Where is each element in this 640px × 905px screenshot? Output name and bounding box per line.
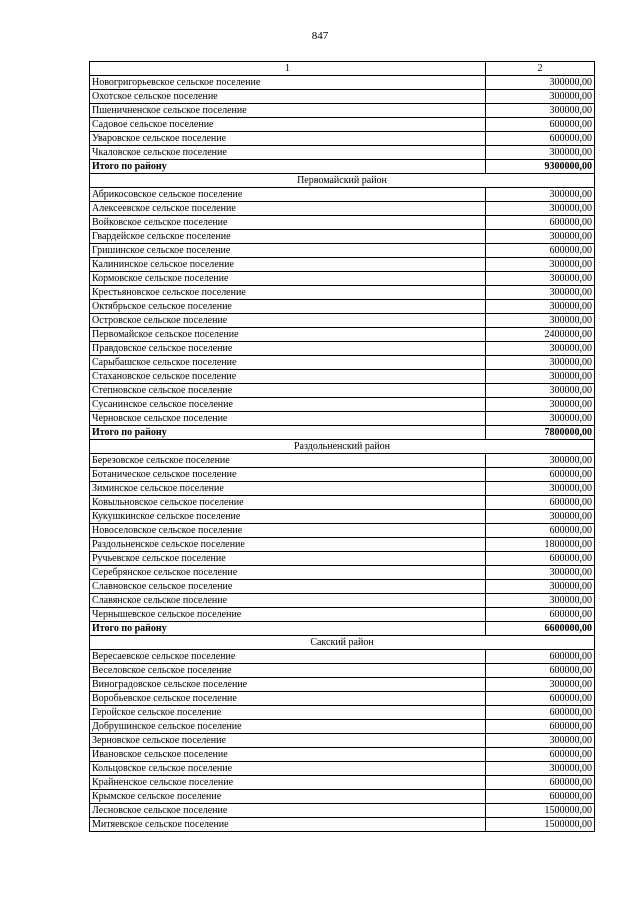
settlement-amount: 300000,00 <box>486 580 595 594</box>
table-row <box>90 286 595 300</box>
table-row <box>90 524 595 538</box>
table-row <box>90 734 595 748</box>
settlement-name: Сусанинское сельское поселение <box>90 398 486 412</box>
settlement-amount: 1500000,00 <box>486 818 595 832</box>
settlement-amount: 300000,00 <box>486 510 595 524</box>
settlement-amount: 300000,00 <box>486 356 595 370</box>
table-row <box>90 594 595 608</box>
table-row <box>90 776 595 790</box>
settlement-amount: 300000,00 <box>486 678 595 692</box>
settlement-amount: 300000,00 <box>486 202 595 216</box>
settlement-name: Кормовское сельское поселение <box>90 272 486 286</box>
table-row <box>90 748 595 762</box>
table-row <box>90 580 595 594</box>
settlement-name: Крымское сельское поселение <box>90 790 486 804</box>
settlement-amount: 2400000,00 <box>486 328 595 342</box>
page-number: 847 <box>311 30 329 42</box>
settlement-name: Вересаевское сельское поселение <box>90 650 486 664</box>
table-row <box>90 230 595 244</box>
settlement-name: Сарыбашское сельское поселение <box>90 356 486 370</box>
table-row <box>90 706 595 720</box>
settlement-name: Охотское сельское поселение <box>90 90 486 104</box>
settlement-amount: 600000,00 <box>486 132 595 146</box>
table-row <box>90 454 595 468</box>
settlement-name: Добрушинское сельское поселение <box>90 720 486 734</box>
settlement-name: Пшеничненское сельское поселение <box>90 104 486 118</box>
settlement-amount: 600000,00 <box>486 608 595 622</box>
settlement-amount: 300000,00 <box>486 398 595 412</box>
settlement-name: Березовское сельское поселение <box>90 454 486 468</box>
settlement-amount: 300000,00 <box>486 188 595 202</box>
table-row <box>90 762 595 776</box>
settlement-amount: 300000,00 <box>486 272 595 286</box>
settlement-name: Виноградовское сельское поселение <box>90 678 486 692</box>
settlement-name: Зиминское сельское поселение <box>90 482 486 496</box>
table-row <box>90 244 595 258</box>
district-name: Сакский район <box>90 636 595 650</box>
district-header-row <box>90 174 595 188</box>
settlement-name: Садовое сельское поселение <box>90 118 486 132</box>
settlement-amount: 300000,00 <box>486 734 595 748</box>
settlement-name: Славянское сельское поселение <box>90 594 486 608</box>
district-header-row <box>90 636 595 650</box>
settlement-name: Уваровское сельское поселение <box>90 132 486 146</box>
table-row <box>90 468 595 482</box>
settlement-amount: 600000,00 <box>486 524 595 538</box>
settlement-name: Стахановское сельское поселение <box>90 370 486 384</box>
settlement-name: Калининское сельское поселение <box>90 258 486 272</box>
table-row <box>90 412 595 426</box>
settlement-amount: 300000,00 <box>486 412 595 426</box>
settlement-amount: 600000,00 <box>486 468 595 482</box>
table-row <box>90 90 595 104</box>
table-row <box>90 538 595 552</box>
table-row <box>90 692 595 706</box>
settlement-amount: 600000,00 <box>486 776 595 790</box>
settlement-name: Крестьяновское сельское поселение <box>90 286 486 300</box>
settlement-name: Лесновское сельское поселение <box>90 804 486 818</box>
settlement-name: Славновское сельское поселение <box>90 580 486 594</box>
settlement-name: Гвардейское сельское поселение <box>90 230 486 244</box>
settlement-amount: 600000,00 <box>486 790 595 804</box>
settlement-amount: 300000,00 <box>486 370 595 384</box>
table-row <box>90 818 595 832</box>
settlement-amount: 300000,00 <box>486 146 595 160</box>
table-row <box>90 76 595 90</box>
district-total-row <box>90 622 595 636</box>
settlement-amount: 300000,00 <box>486 594 595 608</box>
table-row <box>90 202 595 216</box>
settlement-name: Веселовское сельское поселение <box>90 664 486 678</box>
settlement-amount: 600000,00 <box>486 706 595 720</box>
settlement-name: Кольцовское сельское поселение <box>90 762 486 776</box>
table-row <box>90 482 595 496</box>
table-row <box>90 216 595 230</box>
settlement-amount: 600000,00 <box>486 216 595 230</box>
settlement-amount: 300000,00 <box>486 454 595 468</box>
table-row <box>90 510 595 524</box>
table-row <box>90 496 595 510</box>
settlement-amount: 300000,00 <box>486 482 595 496</box>
settlement-name: Ивановское сельское поселение <box>90 748 486 762</box>
table-row <box>90 146 595 160</box>
total-amount: 9300000,00 <box>486 160 595 174</box>
table-row <box>90 132 595 146</box>
settlement-name: Степновское сельское поселение <box>90 384 486 398</box>
settlement-name: Гришинское сельское поселение <box>90 244 486 258</box>
table-row <box>90 552 595 566</box>
district-total-row <box>90 160 595 174</box>
table-row <box>90 566 595 580</box>
settlement-amount: 600000,00 <box>486 552 595 566</box>
settlement-name: Ручьевское сельское поселение <box>90 552 486 566</box>
table-row <box>90 272 595 286</box>
table-row <box>90 650 595 664</box>
settlement-name: Новоселовское сельское поселение <box>90 524 486 538</box>
column-header-1: 1 <box>90 62 486 76</box>
total-amount: 7800000,00 <box>486 426 595 440</box>
settlement-name: Ботаническое сельское поселение <box>90 468 486 482</box>
settlement-name: Воробьевское сельское поселение <box>90 692 486 706</box>
settlement-amount: 600000,00 <box>486 118 595 132</box>
settlement-amount: 300000,00 <box>486 566 595 580</box>
settlement-name: Кукушкинское сельское поселение <box>90 510 486 524</box>
table-row <box>90 398 595 412</box>
total-amount: 6600000,00 <box>486 622 595 636</box>
settlement-name: Новогригорьевское сельское поселение <box>90 76 486 90</box>
table-row <box>90 188 595 202</box>
settlement-amount: 600000,00 <box>486 496 595 510</box>
settlement-amount: 600000,00 <box>486 748 595 762</box>
settlement-amount: 300000,00 <box>486 258 595 272</box>
settlement-amount: 300000,00 <box>486 300 595 314</box>
settlement-amount: 300000,00 <box>486 286 595 300</box>
settlement-name: Алексеевское сельское поселение <box>90 202 486 216</box>
table-row <box>90 804 595 818</box>
column-header-2: 2 <box>486 62 595 76</box>
total-label: Итого по району <box>90 622 486 636</box>
table-row <box>90 608 595 622</box>
total-label: Итого по району <box>90 160 486 174</box>
settlement-amount: 600000,00 <box>486 664 595 678</box>
table-row <box>90 790 595 804</box>
settlement-name: Раздольненское сельское поселение <box>90 538 486 552</box>
district-name: Раздольненский район <box>90 440 595 454</box>
settlement-amount: 300000,00 <box>486 314 595 328</box>
settlement-amount: 1800000,00 <box>486 538 595 552</box>
table-row <box>90 314 595 328</box>
settlement-amount: 300000,00 <box>486 90 595 104</box>
settlement-amount: 300000,00 <box>486 76 595 90</box>
settlement-name: Островское сельское поселение <box>90 314 486 328</box>
total-label: Итого по району <box>90 426 486 440</box>
table-row <box>90 384 595 398</box>
settlement-name: Ковыльновское сельское поселение <box>90 496 486 510</box>
settlement-name: Чернышевское сельское поселение <box>90 608 486 622</box>
settlement-name: Октябрьское сельское поселение <box>90 300 486 314</box>
table-row <box>90 104 595 118</box>
table-header-row <box>90 62 595 76</box>
settlement-amount: 300000,00 <box>486 384 595 398</box>
settlement-amount: 600000,00 <box>486 692 595 706</box>
table-row <box>90 258 595 272</box>
settlement-name: Геройское сельское поселение <box>90 706 486 720</box>
table-row <box>90 328 595 342</box>
settlement-name: Абрикосовское сельское поселение <box>90 188 486 202</box>
table-body <box>90 62 595 832</box>
table-row <box>90 664 595 678</box>
table-row <box>90 118 595 132</box>
settlement-amount: 600000,00 <box>486 244 595 258</box>
table-row <box>90 370 595 384</box>
settlement-name: Чкаловское сельское поселение <box>90 146 486 160</box>
settlement-amount: 300000,00 <box>486 230 595 244</box>
settlement-amount: 300000,00 <box>486 762 595 776</box>
settlement-name: Черновское сельское поселение <box>90 412 486 426</box>
district-name: Первомайский район <box>90 174 595 188</box>
settlement-name: Первомайское сельское поселение <box>90 328 486 342</box>
settlement-amount: 600000,00 <box>486 650 595 664</box>
district-total-row <box>90 426 595 440</box>
settlement-name: Зерновское сельское поселение <box>90 734 486 748</box>
settlement-amount: 600000,00 <box>486 720 595 734</box>
settlement-amount: 300000,00 <box>486 342 595 356</box>
district-header-row <box>90 440 595 454</box>
settlement-name: Правдовское сельское поселение <box>90 342 486 356</box>
settlement-amount: 300000,00 <box>486 104 595 118</box>
settlement-name: Серебрянское сельское поселение <box>90 566 486 580</box>
settlement-amount: 1500000,00 <box>486 804 595 818</box>
settlement-name: Крайненское сельское поселение <box>90 776 486 790</box>
settlement-name: Войковское сельское поселение <box>90 216 486 230</box>
settlement-name: Митяевское сельское поселение <box>90 818 486 832</box>
table-row <box>90 678 595 692</box>
table-row <box>90 342 595 356</box>
table-row <box>90 720 595 734</box>
allocation-table <box>89 61 595 832</box>
table-row <box>90 356 595 370</box>
table-row <box>90 300 595 314</box>
